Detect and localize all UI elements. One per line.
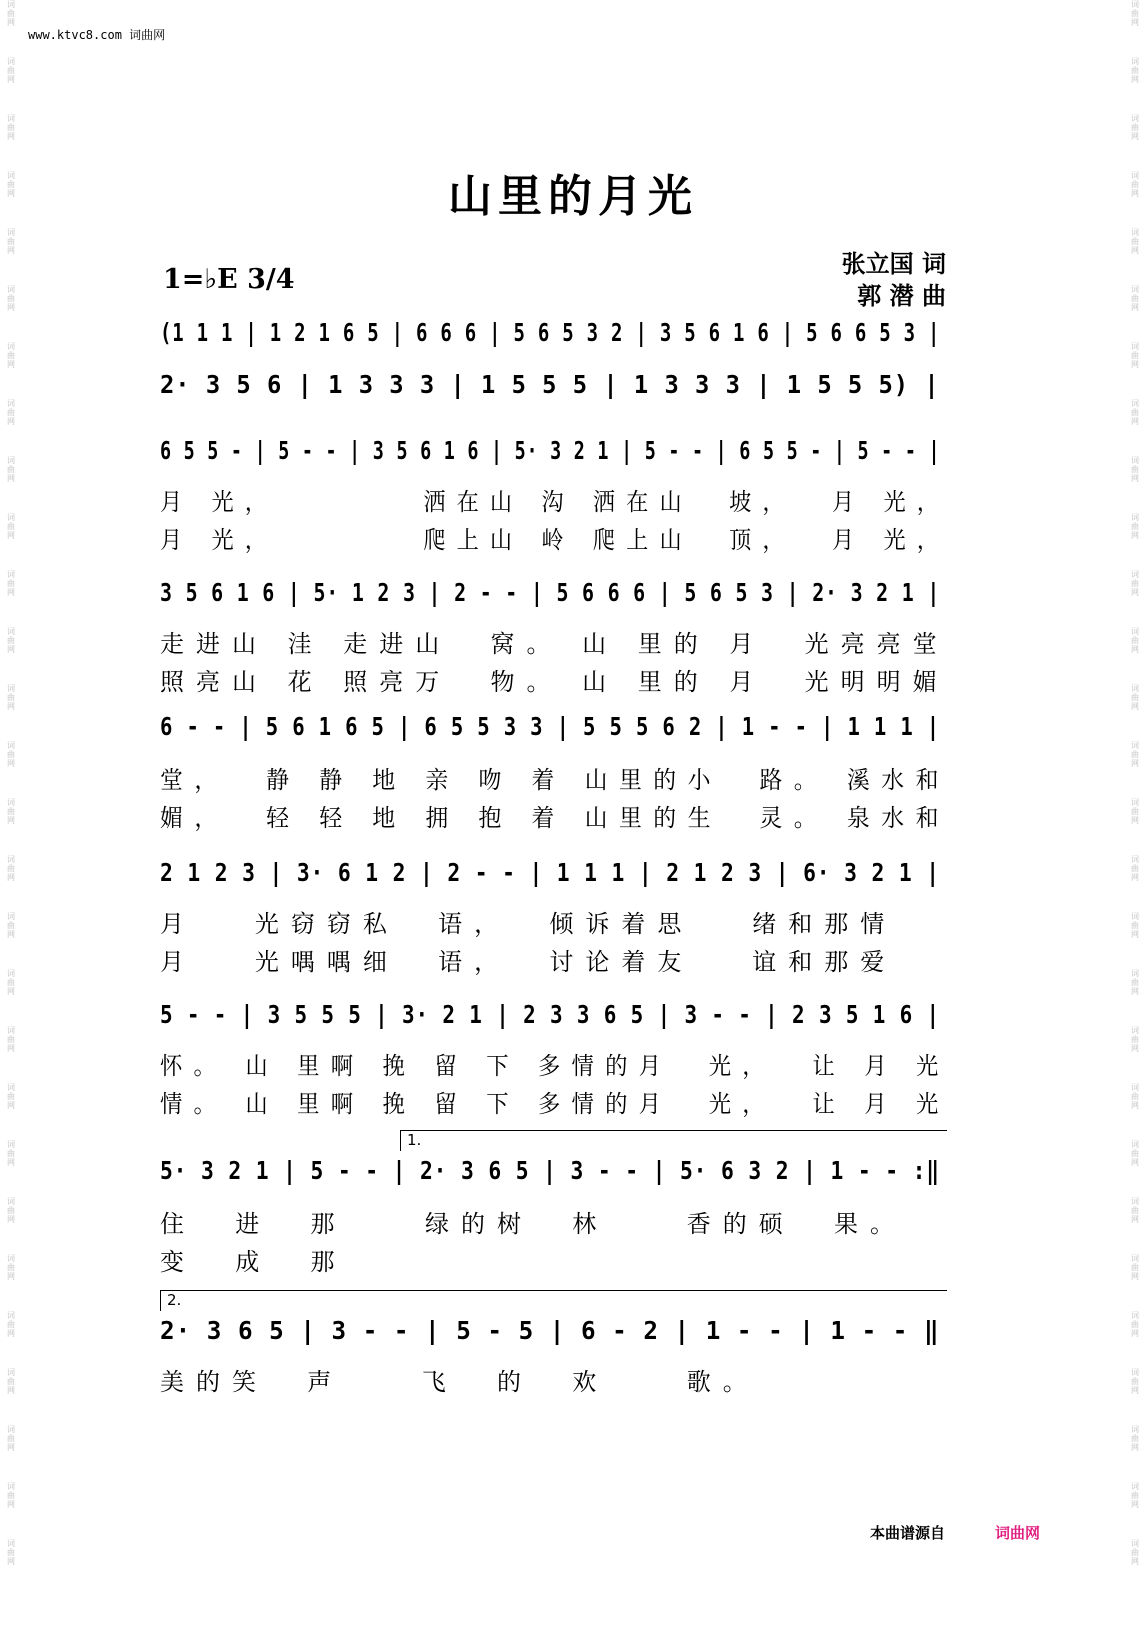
watermark-right: [1128, 0, 1142, 1637]
watermark-glyph: 词 曲 网: [7, 342, 15, 369]
lyric-line: 月 光窃窃私 语， 倾诉着思 绪和那情: [160, 910, 897, 938]
score-row: [160, 712, 952, 764]
watermark-glyph: 词 曲 网: [1131, 1083, 1139, 1110]
lyric-line: 堂， 静 静 地 亲 吻 着 山里的小 路。 溪水和: [160, 766, 950, 794]
watermark-glyph: 词 曲 网: [1131, 855, 1139, 882]
score-row: [160, 1291, 952, 1368]
watermark-glyph: 词 曲 网: [1131, 1254, 1139, 1281]
watermark-glyph: 词 曲 网: [1131, 1311, 1139, 1338]
watermark-glyph: 词 曲 网: [1131, 1539, 1139, 1566]
score-row: [160, 858, 952, 910]
watermark-glyph: 词 曲 网: [1131, 1425, 1139, 1452]
notes: 3 5 6 1 6 | 5· 1 2 3 | 2 - - | 5 6 6 6 | 5 6 5 3 | 2· 3 2 1 |: [160, 578, 941, 607]
watermark-glyph: 词 曲 网: [7, 1539, 15, 1566]
watermark-glyph: 词 曲 网: [7, 114, 15, 141]
watermark-glyph: 词 曲 网: [7, 1026, 15, 1053]
watermark-glyph: 词 曲 网: [7, 570, 15, 597]
watermark-glyph: 词 曲 网: [7, 513, 15, 540]
lyric-line: 住 进 那 绿的树 林 香的硕 果。: [160, 1210, 907, 1238]
watermark-glyph: 词 曲 网: [1131, 570, 1139, 597]
watermark-glyph: 词 曲 网: [1131, 171, 1139, 198]
watermark-glyph: 词 曲 网: [7, 741, 15, 768]
watermark-glyph: 词 曲 网: [1131, 798, 1139, 825]
lyric-line: 媚， 轻 轻 地 拥 抱 着 山里的生 灵。 泉水和: [160, 804, 950, 832]
footer-brand: 词曲网: [995, 1524, 1041, 1542]
watermark-glyph: 词 曲 网: [7, 228, 15, 255]
notes: 5· 3 2 1 | 5 - - | 2· 3 6 5 | 3 - - | 5· 6 3 2 | 1 - - :‖: [160, 1156, 940, 1185]
watermark-glyph: 词 曲 网: [1131, 969, 1139, 996]
notes: 2 1 2 3 | 3· 6 1 2 | 2 - - | 1 1 1 | 2 1 2 3 | 6· 3 2 1 |: [160, 858, 940, 887]
lyric-line: 怀。 山 里啊 挽 留 下 多情的月 光， 让 月 光: [160, 1052, 950, 1080]
watermark-glyph: 词 曲 网: [7, 285, 15, 312]
footer: [870, 1522, 1040, 1543]
watermark-glyph: 词 曲 网: [1131, 627, 1139, 654]
lyric-line: 月 光， 洒在山 沟 洒在山 坡， 月 光，: [160, 488, 951, 516]
watermark-glyph: 词 曲 网: [7, 1425, 15, 1452]
lyric-line: 月 光， 爬上山 岭 爬上山 顶， 月 光，: [160, 526, 951, 554]
watermark-left: [4, 0, 18, 1637]
volta-bracket: 1.: [400, 1130, 947, 1151]
volta-bracket: 2.: [160, 1290, 947, 1311]
score-row: [160, 578, 952, 630]
lyric-line: 情。 山 里啊 挽 留 下 多情的月 光， 让 月 光: [160, 1090, 950, 1118]
song-title: 山里的月光: [448, 171, 698, 222]
watermark-glyph: 词 曲 网: [1131, 114, 1139, 141]
watermark-glyph: 词 曲 网: [1131, 1140, 1139, 1167]
lyric-line: 照亮山 花 照亮万 物。 山 里的 月 光明明媚: [160, 668, 949, 696]
watermark-glyph: 词 曲 网: [1131, 0, 1139, 27]
watermark-glyph: 词 曲 网: [1131, 1026, 1139, 1053]
notes: 5 - - | 3 5 5 5 | 3· 2 1 | 2 3 3 6 5 | 3 - - | 2 3 5 1 6 |: [160, 1000, 940, 1029]
watermark-glyph: 词 曲 网: [1131, 342, 1139, 369]
watermark-glyph: 词 曲 网: [1131, 1368, 1139, 1395]
composer: 郭 潜 曲: [857, 282, 946, 310]
footer-label: 本曲谱源自: [870, 1524, 946, 1542]
lyricist: 张立国 词: [841, 250, 946, 278]
watermark-glyph: 词 曲 网: [1131, 684, 1139, 711]
watermark-glyph: 词 曲 网: [7, 456, 15, 483]
notes: (1 1 1 | 1 2 1 6 5 | 6 6 6 | 5 6 5 3 2 | 3 5 6 1 6 | 5 6 6 5 3 |: [160, 318, 941, 347]
watermark-glyph: 词 曲 网: [1131, 57, 1139, 84]
watermark-glyph: 词 曲 网: [1131, 912, 1139, 939]
watermark-glyph: 词 曲 网: [1131, 456, 1139, 483]
watermark-glyph: 词 曲 网: [7, 1254, 15, 1281]
notes: 2· 3 6 5 | 3 - - | 5 - 5 | 6 - 2 | 1 - - | 1 - - ‖: [160, 1316, 940, 1345]
notes: 2· 3 5 6 | 1 3 3 3 | 1 5 5 5 | 1 3 3 3 | 1 5 5 5) |: [160, 370, 940, 399]
watermark-glyph: 词 曲 网: [1131, 741, 1139, 768]
watermark-glyph: 词 曲 网: [1131, 1197, 1139, 1224]
watermark-glyph: 词 曲 网: [1131, 228, 1139, 255]
watermark-glyph: 词 曲 网: [7, 627, 15, 654]
watermark-glyph: 词 曲 网: [7, 171, 15, 198]
lyric-line: 变 成 那: [160, 1248, 347, 1276]
watermark-glyph: 词 曲 网: [7, 1368, 15, 1395]
score-row: [160, 1131, 952, 1208]
watermark-glyph: 词 曲 网: [7, 399, 15, 426]
watermark-glyph: 词 曲 网: [7, 1140, 15, 1167]
lyric-line: 走进山 洼 走进山 窝。 山 里的 月 光亮亮堂: [160, 630, 949, 658]
watermark-glyph: 词 曲 网: [7, 1311, 15, 1338]
watermark-glyph: 词 曲 网: [7, 1197, 15, 1224]
watermark-glyph: 词 曲 网: [1131, 513, 1139, 540]
notes: 6 - - | 5 6 1 6 5 | 6 5 5 3 3 | 5 5 5 6 2 | 1 - - | 1 1 1 |: [160, 712, 941, 741]
lyric-line: 美的笑 声 飞 的 欢 歌。: [160, 1368, 759, 1396]
watermark-glyph: 词 曲 网: [1131, 285, 1139, 312]
watermark-glyph: 词 曲 网: [7, 1482, 15, 1509]
watermark-glyph: 词 曲 网: [7, 798, 15, 825]
watermark-glyph: 词 曲 网: [7, 0, 15, 27]
watermark-glyph: 词 曲 网: [7, 855, 15, 882]
watermark-glyph: 词 曲 网: [1131, 1482, 1139, 1509]
score-row: [160, 436, 952, 488]
score-row: [160, 318, 952, 370]
site-watermark: www.ktvc8.com 词曲网: [28, 28, 166, 42]
score-row: [160, 370, 952, 422]
watermark-glyph: 词 曲 网: [7, 969, 15, 996]
lyric-line: 月 光喁喁细 语， 讨论着友 谊和那爱: [160, 948, 897, 976]
watermark-glyph: 词 曲 网: [7, 57, 15, 84]
watermark-glyph: 词 曲 网: [7, 684, 15, 711]
credits: [842, 248, 946, 312]
watermark-glyph: 词 曲 网: [1131, 399, 1139, 426]
watermark-glyph: 词 曲 网: [7, 912, 15, 939]
watermark-glyph: 词 曲 网: [7, 1083, 15, 1110]
notes: 6 5 5 - | 5 - - | 3 5 6 1 6 | 5· 3 2 1 | 5 - - | 6 5 5 - | 5 - - |: [160, 436, 941, 465]
score-row: [160, 1000, 952, 1052]
key-signature: 1=♭E 3/4: [163, 264, 295, 295]
